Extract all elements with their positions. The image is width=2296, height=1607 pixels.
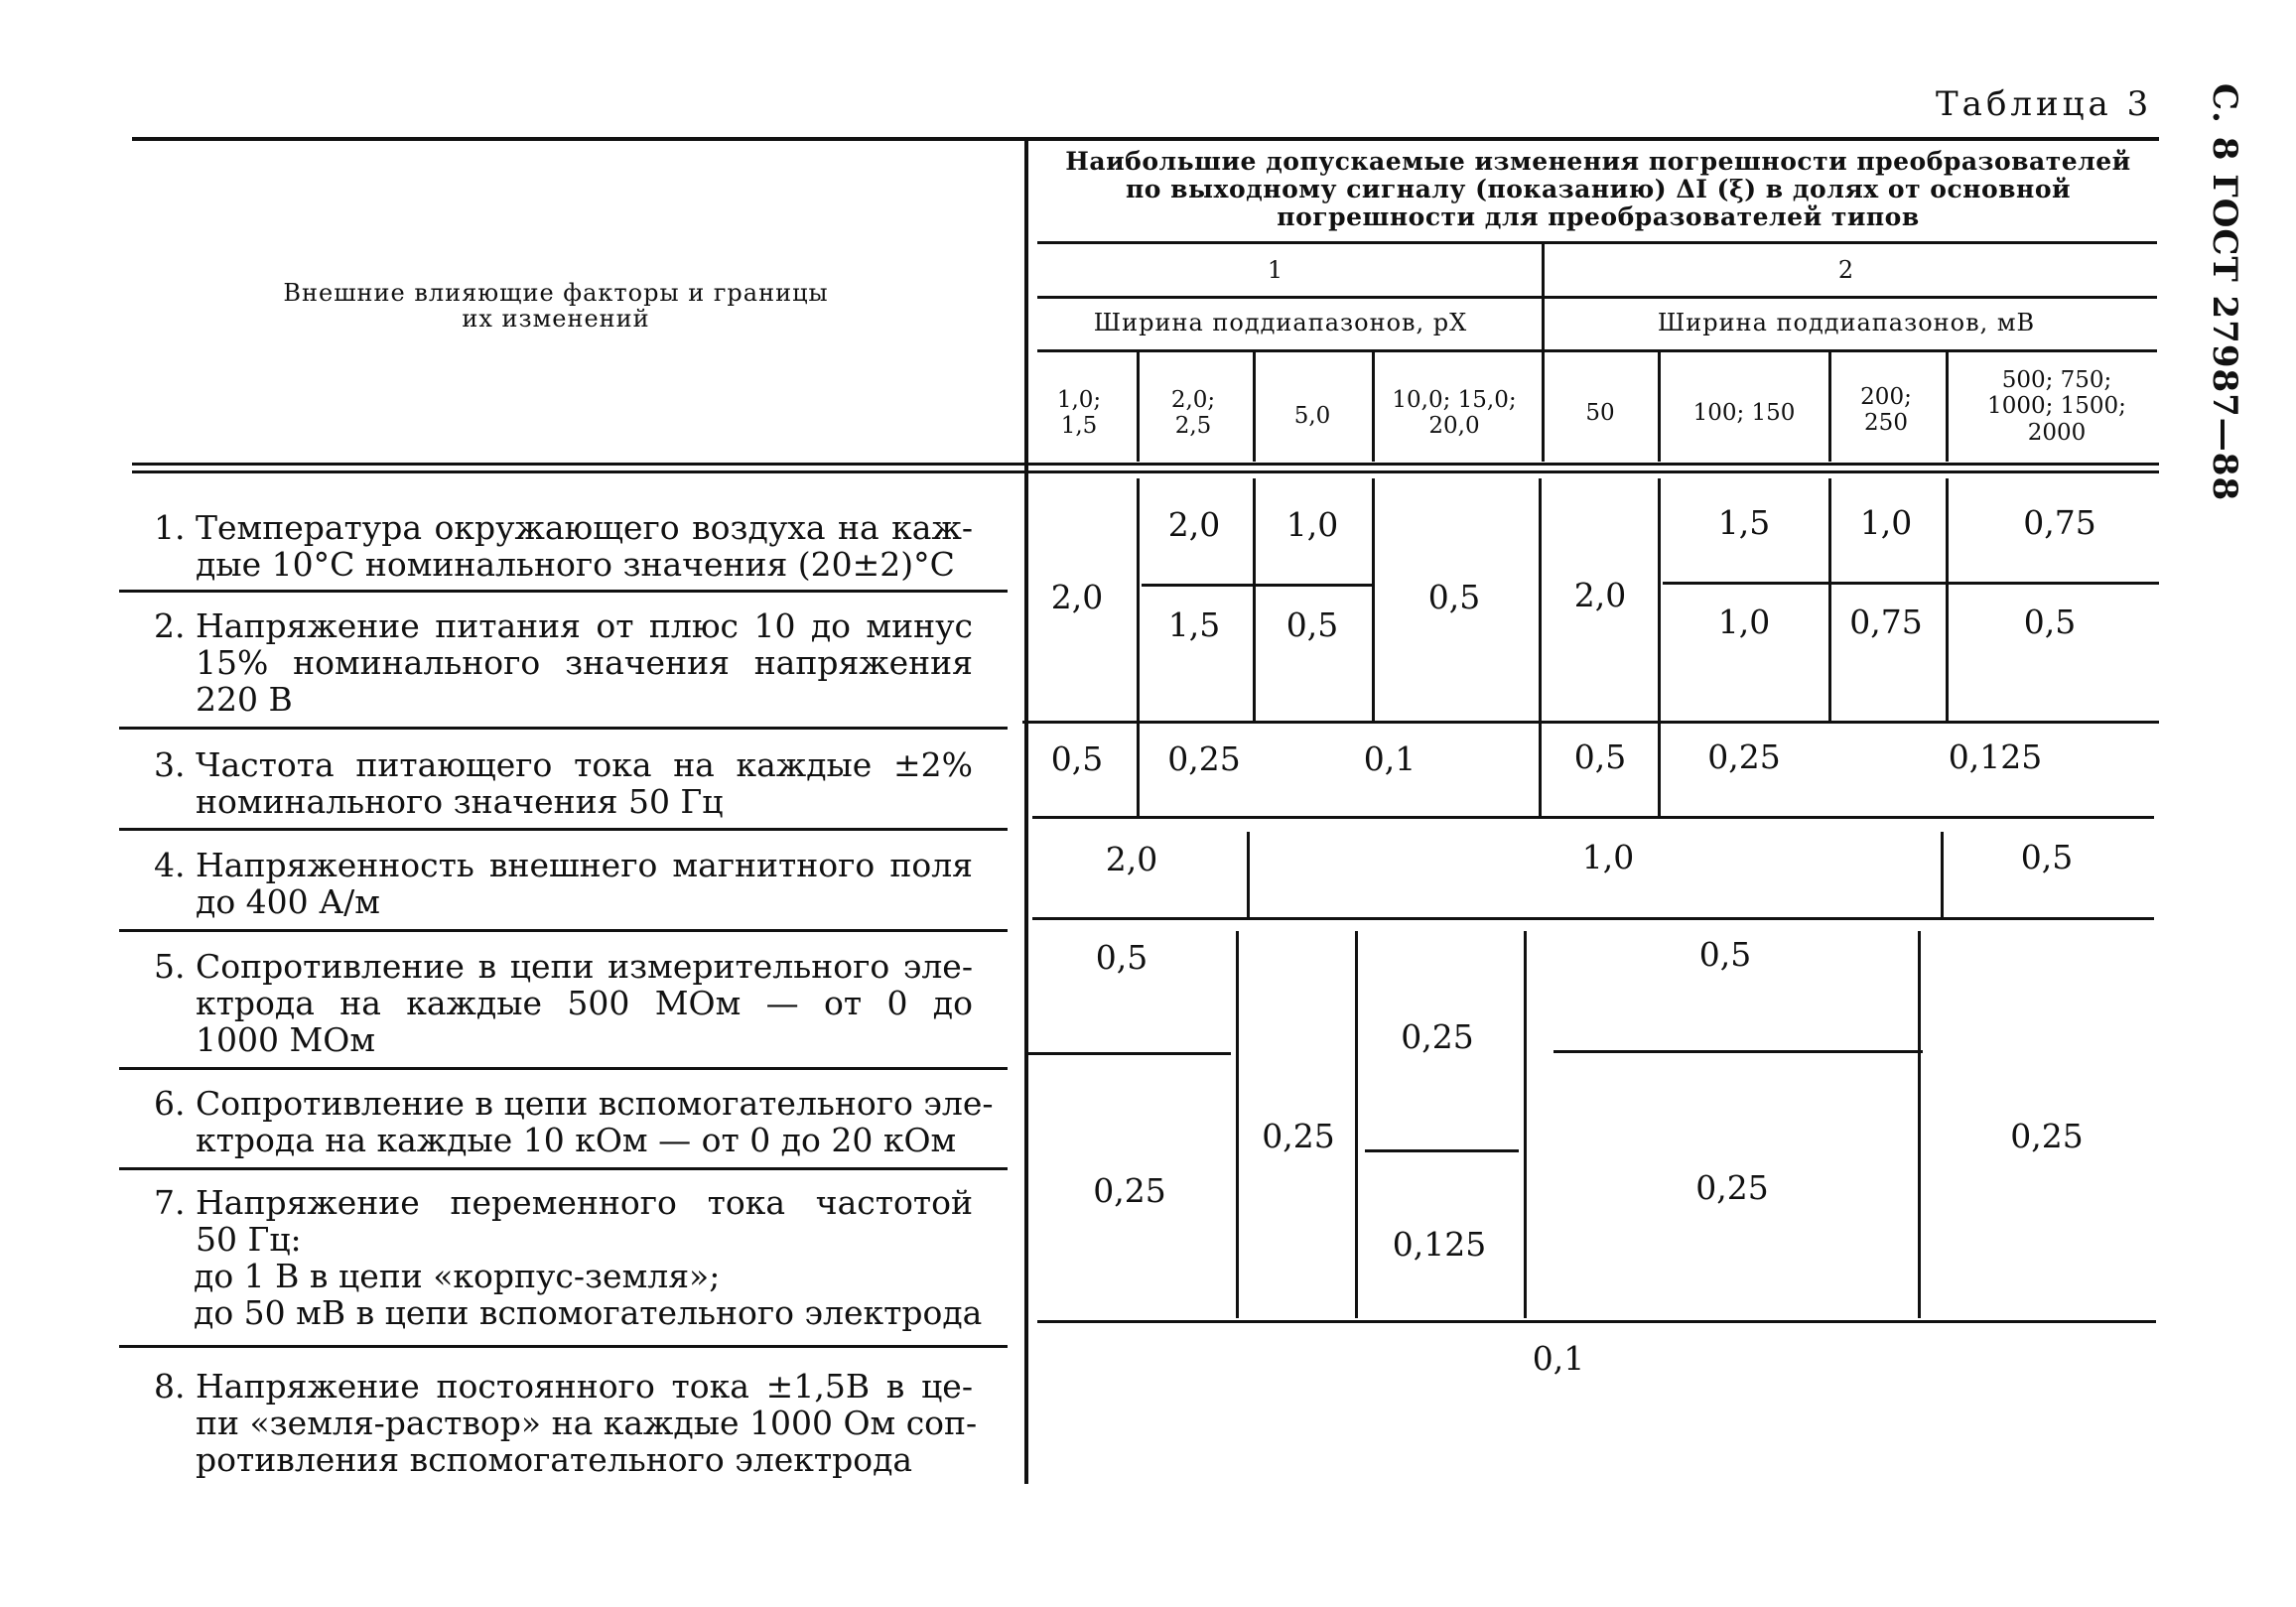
factor-num: 5. bbox=[154, 947, 186, 986]
header-v-c78 bbox=[1946, 352, 1949, 462]
body-v-c23 bbox=[1253, 478, 1256, 721]
value-cell: 0,75 bbox=[2023, 503, 2096, 542]
body-v-r57-c23 bbox=[1236, 931, 1239, 1318]
col-header-5: 50 bbox=[1585, 400, 1615, 426]
value-cell: 0,25 bbox=[1707, 737, 1781, 776]
col-header-2: 2,0; 2,5 bbox=[1170, 387, 1216, 440]
body-v-c67 bbox=[1828, 478, 1831, 721]
header-bottom-rule-2 bbox=[132, 470, 2159, 473]
value-cell: 0,5 bbox=[1698, 935, 1752, 974]
body-v-c45 bbox=[1539, 478, 1542, 816]
value-cell: 0,25 bbox=[1401, 1017, 1474, 1056]
value-cell: 0,25 bbox=[2010, 1117, 2084, 1155]
header-v-type-split bbox=[1542, 243, 1545, 462]
factor-num: 6. bbox=[154, 1084, 186, 1123]
factor-line: до 400 А/м bbox=[196, 882, 380, 921]
body-v-r4-a bbox=[1247, 832, 1250, 917]
row-sep-2-3 bbox=[119, 727, 1008, 730]
table-caption: Таблица 3 bbox=[1936, 84, 2153, 124]
value-cell: 2,0 bbox=[1105, 840, 1158, 878]
value-cell: 0,75 bbox=[1849, 603, 1923, 641]
value-cell: 1,5 bbox=[1167, 605, 1221, 644]
factor-line: 220 В bbox=[196, 680, 293, 719]
value-cell: 0,25 bbox=[1262, 1117, 1335, 1155]
table-top-rule bbox=[132, 137, 2159, 141]
row-sep-4-5 bbox=[119, 929, 1008, 932]
row-sep-5-6 bbox=[119, 1067, 1008, 1070]
value-cell: 1,0 bbox=[1581, 838, 1635, 876]
factor-num: 3. bbox=[154, 745, 186, 784]
factor-line: дые 10°C номинального значения (20±2)°C bbox=[196, 545, 955, 584]
value-cell: 0,25 bbox=[1093, 1171, 1166, 1210]
value-cell: 0,1 bbox=[1532, 1339, 1585, 1378]
header-v-c67 bbox=[1828, 352, 1831, 462]
val-rule-r4-bottom bbox=[1032, 917, 2154, 920]
rule-under-types bbox=[1037, 296, 2157, 299]
header-factors-line-1: Внешние влияющие факторы и границы bbox=[283, 279, 829, 307]
side-running-header: С. 8 ГОСТ 27987—88 bbox=[2205, 83, 2244, 502]
header-v-c12 bbox=[1137, 352, 1140, 462]
val-rule-r7-bottom bbox=[1037, 1320, 2156, 1323]
value-cell: 1,0 bbox=[1859, 503, 1913, 542]
factor-line: Напряжение переменного тока частотой bbox=[196, 1183, 973, 1222]
body-v-c12 bbox=[1137, 478, 1140, 816]
header-v-c34 bbox=[1372, 352, 1375, 462]
header-v-c23 bbox=[1253, 352, 1256, 462]
factor-line: ктрода на каждые 500 МОм — от 0 до bbox=[196, 984, 973, 1022]
val-rule-r6-c4 bbox=[1365, 1149, 1519, 1152]
value-cell: 2,0 bbox=[1573, 576, 1627, 614]
body-v-r57-c34 bbox=[1355, 931, 1358, 1318]
body-v-r4-b bbox=[1941, 832, 1944, 917]
header-changes-line-1: Наибольшие допускаемые изменения погрешности преобразователей bbox=[1065, 147, 2131, 176]
header-width-mv: Ширина поддиапазонов, мВ bbox=[1657, 309, 2036, 336]
factor-line: Напряжение питания от плюс 10 до минус bbox=[196, 606, 973, 645]
header-width-px: Ширина поддиапазонов, pX bbox=[1093, 309, 1468, 336]
factor-line: Напряженность внешнего магнитного поля bbox=[196, 846, 973, 884]
val-rule-r1-c678 bbox=[1663, 582, 2159, 585]
value-cell: 0,125 bbox=[1392, 1225, 1487, 1264]
body-v-c56 bbox=[1658, 478, 1661, 816]
factor-line: до 50 мВ в цепи вспомогательного электрода bbox=[194, 1293, 983, 1332]
col-header-8: 500; 750; 1000; 1500; 2000 bbox=[1987, 367, 2126, 446]
factor-line: Сопротивление в цепи измерительного эле- bbox=[196, 947, 973, 986]
factor-num: 4. bbox=[154, 846, 186, 884]
body-v-r57-c45 bbox=[1524, 931, 1527, 1318]
value-cell: 0,1 bbox=[1363, 739, 1417, 778]
value-cell: 0,5 bbox=[1095, 938, 1148, 977]
value-cell: 0,25 bbox=[1695, 1168, 1769, 1207]
header-type-2: 2 bbox=[1837, 256, 1855, 284]
factor-line: Частота питающего тока на каждые ±2% bbox=[196, 745, 973, 784]
value-cell: 0,5 bbox=[2020, 838, 2074, 876]
factor-line: номинального значения 50 Гц bbox=[196, 782, 724, 821]
factor-line: 50 Гц: bbox=[196, 1220, 302, 1259]
val-rule-r1-c23 bbox=[1142, 584, 1372, 587]
rule-under-widths bbox=[1037, 349, 2157, 352]
factor-line: 15% номинального значения напряжения bbox=[196, 643, 973, 682]
val-rule-r2-bottom bbox=[1022, 721, 2159, 724]
value-cell: 0,25 bbox=[1167, 739, 1241, 778]
factor-line: Сопротивление в цепи вспомогательного эле- bbox=[196, 1084, 994, 1123]
rule-under-changes bbox=[1037, 241, 2157, 244]
value-cell: 0,125 bbox=[1948, 737, 2043, 776]
value-cell: 0,5 bbox=[2023, 603, 2077, 641]
row-sep-6-7 bbox=[119, 1167, 1008, 1170]
value-cell: 0,5 bbox=[1427, 578, 1481, 616]
value-cell: 2,0 bbox=[1050, 578, 1104, 616]
header-factors-line-2: их изменений bbox=[462, 305, 650, 333]
body-v-c34 bbox=[1372, 478, 1375, 721]
header-bottom-rule-1 bbox=[132, 463, 2159, 466]
factor-line: до 1 В в цепи «корпус-земля»; bbox=[194, 1257, 721, 1295]
main-divider bbox=[1024, 139, 1028, 1484]
val-rule-r5-c12 bbox=[1027, 1052, 1231, 1055]
value-cell: 1,5 bbox=[1717, 503, 1771, 542]
factor-line: 1000 МОм bbox=[196, 1020, 375, 1059]
col-header-7: 200; 250 bbox=[1860, 384, 1912, 437]
header-changes-line-3: погрешности для преобразователей типов bbox=[1277, 202, 1920, 231]
factor-num: 2. bbox=[154, 606, 186, 645]
factor-line: пи «земля-раствор» на каждые 1000 Ом соп- bbox=[196, 1404, 978, 1442]
val-rule-r3-bottom bbox=[1032, 816, 2154, 819]
body-v-c78 bbox=[1946, 478, 1949, 721]
value-cell: 2,0 bbox=[1167, 505, 1221, 544]
col-header-3: 5,0 bbox=[1293, 403, 1331, 429]
col-header-1: 1,0; 1,5 bbox=[1056, 387, 1102, 440]
col-header-6: 100; 150 bbox=[1692, 400, 1796, 426]
factor-num: 7. bbox=[154, 1183, 186, 1222]
row-sep-7-8 bbox=[119, 1345, 1008, 1348]
factor-line: Температура окружающего воздуха на каж- bbox=[196, 508, 973, 547]
factor-num: 8. bbox=[154, 1367, 186, 1406]
value-cell: 0,5 bbox=[1050, 739, 1104, 778]
row-sep-3-4 bbox=[119, 828, 1008, 831]
value-cell: 0,5 bbox=[1573, 737, 1627, 776]
factor-num: 1. bbox=[154, 508, 186, 547]
header-type-1: 1 bbox=[1267, 256, 1284, 284]
header-v-c56 bbox=[1658, 352, 1661, 462]
factor-line: ктрода на каждые 10 кОм — от 0 до 20 кОм bbox=[196, 1121, 957, 1159]
body-v-r57-c67 bbox=[1918, 931, 1921, 1318]
col-header-4: 10,0; 15,0; 20,0 bbox=[1392, 387, 1517, 440]
header-changes-line-2: по выходному сигналу (показанию) ΔI (ξ) в долях от основной bbox=[1125, 175, 2072, 203]
value-cell: 1,0 bbox=[1285, 505, 1339, 544]
val-rule-r5-c56 bbox=[1553, 1050, 1923, 1053]
factor-line: ротивления вспомогательного электрода bbox=[196, 1440, 913, 1479]
row-sep-1-2 bbox=[119, 590, 1008, 593]
value-cell: 1,0 bbox=[1717, 603, 1771, 641]
value-cell: 0,5 bbox=[1285, 605, 1339, 644]
factor-line: Напряжение постоянного тока ±1,5В в це- bbox=[196, 1367, 973, 1406]
